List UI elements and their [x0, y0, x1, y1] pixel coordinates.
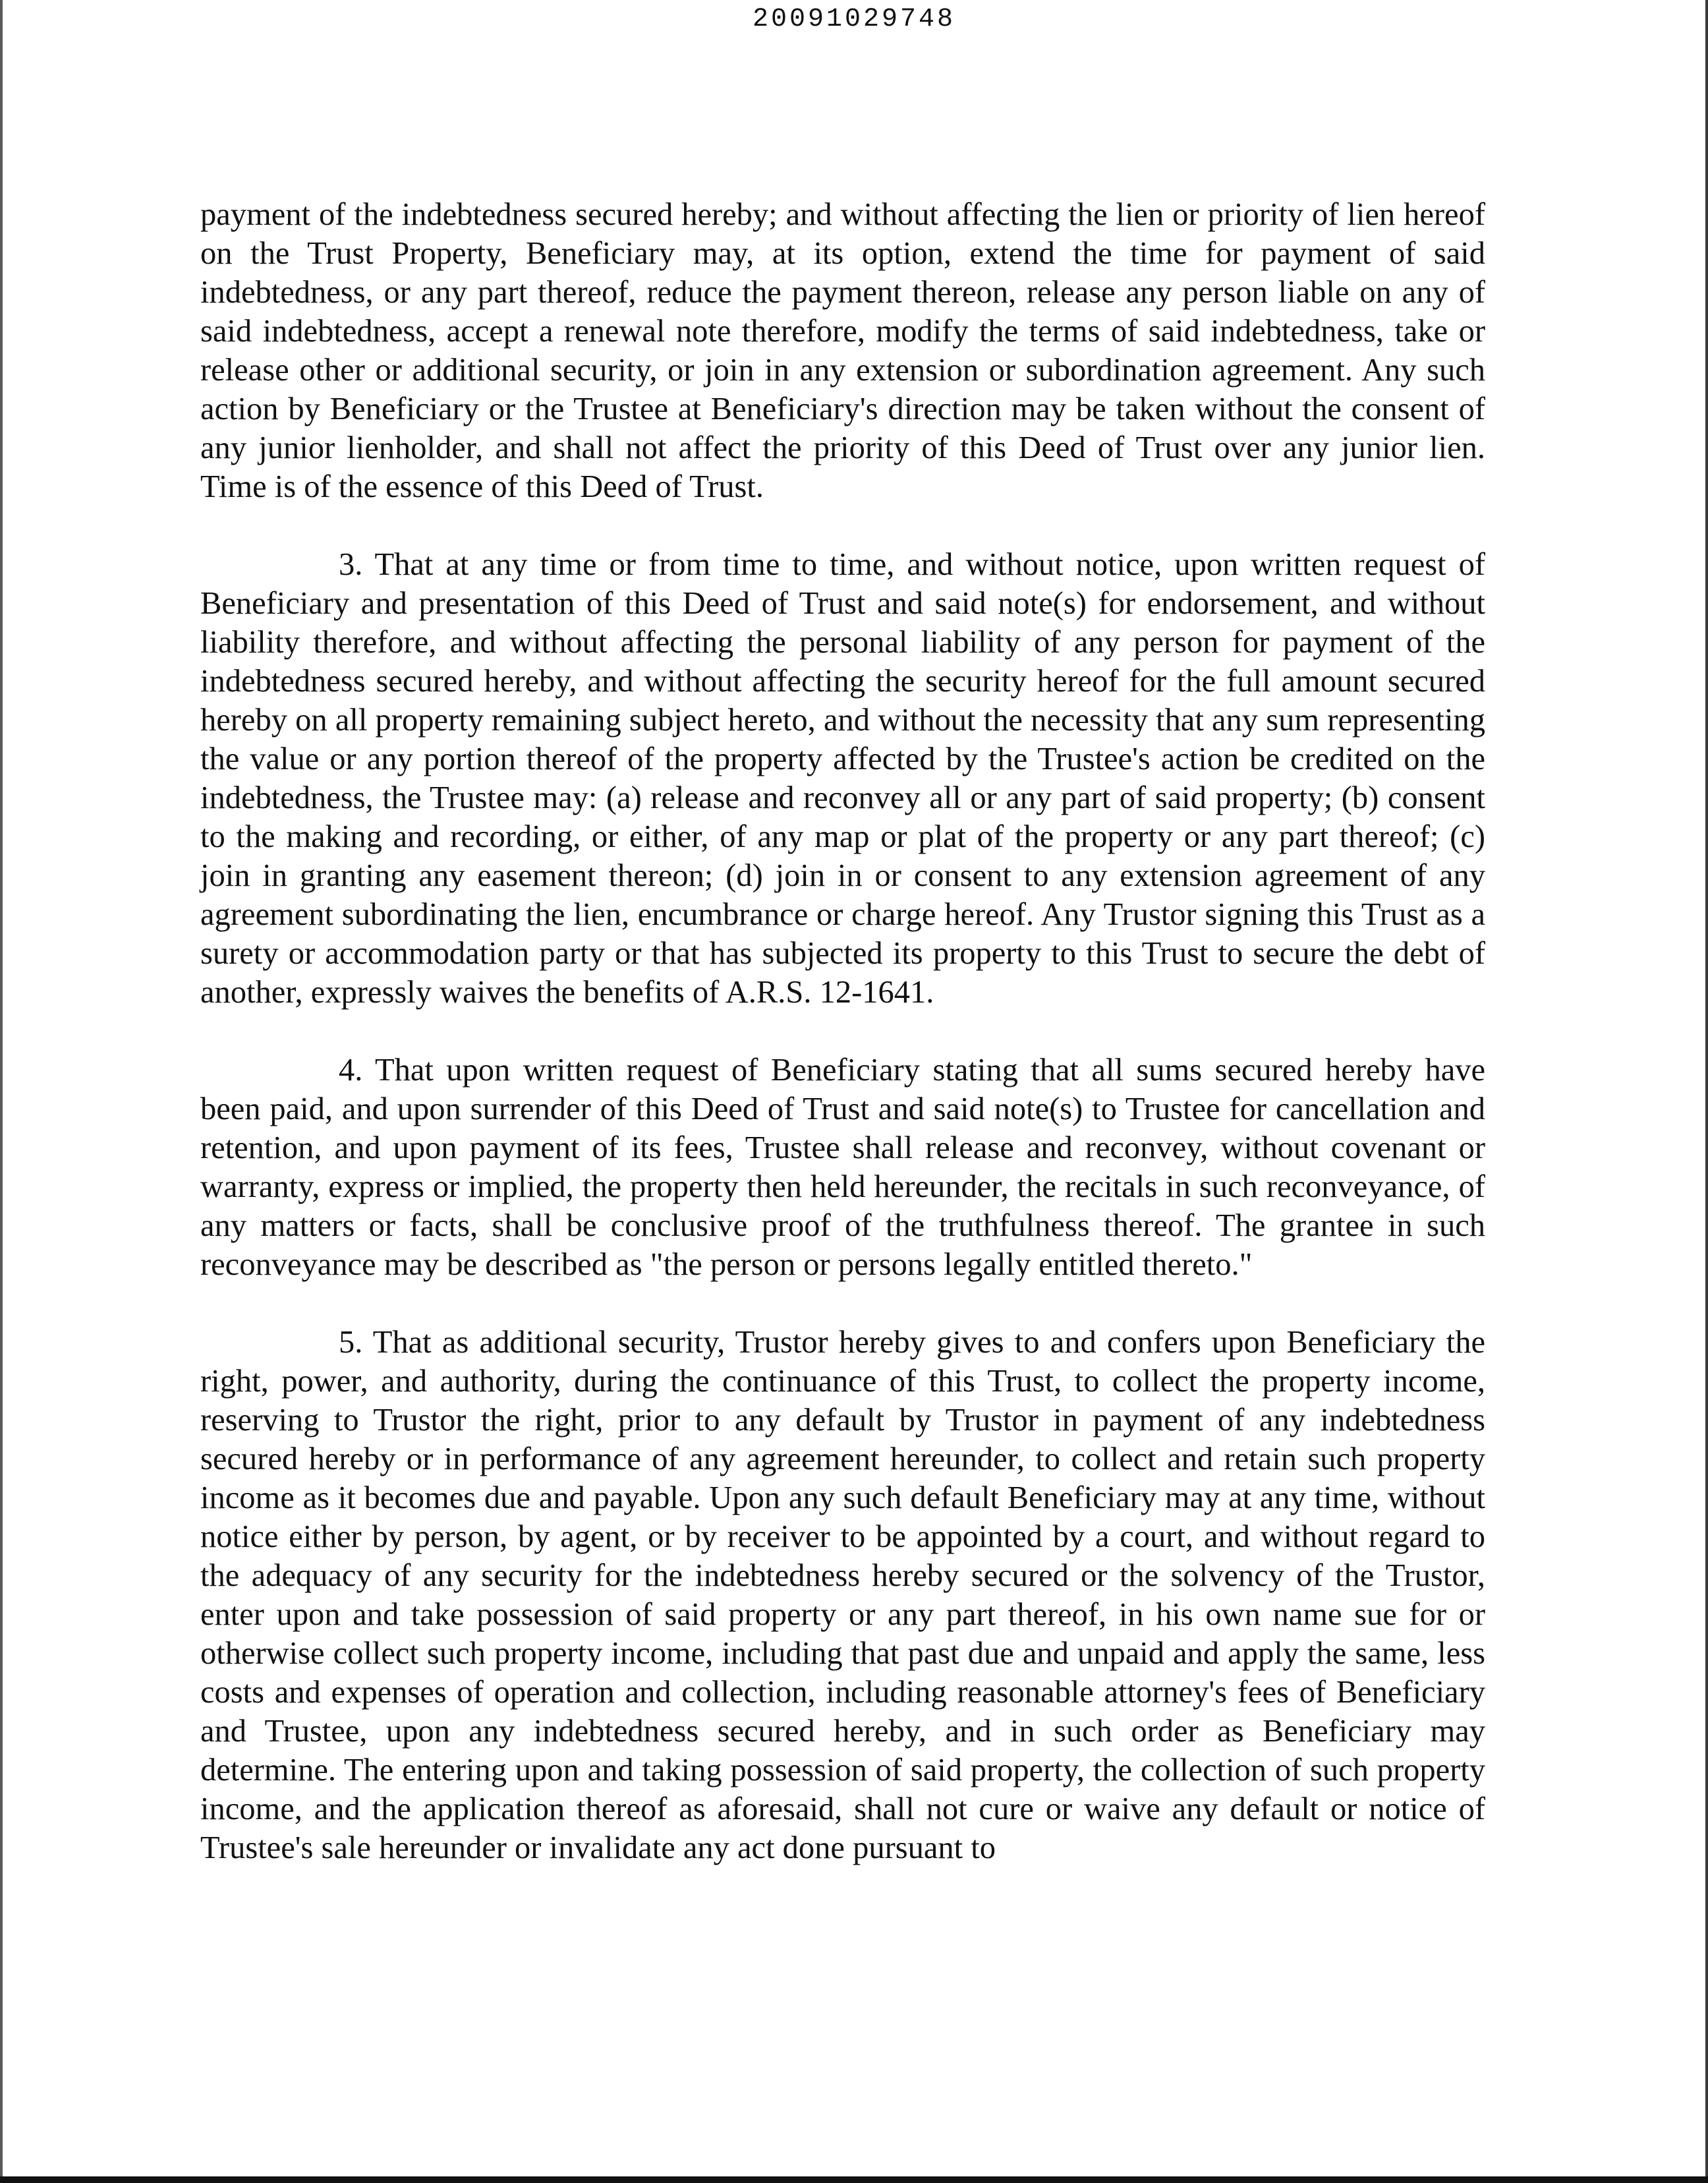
paragraph-4: 4. That upon written request of Beneficiary stating that all sums secured hereby have been paid, and upon surrender of this Deed of Trust and said note(s) to Trustee for cancellation and retention, and upon payment of its fees, Trustee shall release and reconvey, without covenant or warranty, express or implied, the property then held hereunder, the recitals in such reconveyance, of any matters or facts, shall be conclusive proof of the truthfulness thereof. The grantee in such reconveyance may be described as "the person or persons legally entitled thereto.": [200, 1053, 1485, 1282]
document-body: [200, 195, 1485, 1867]
scan-left-border: [0, 0, 3, 2183]
scan-right-border: [1705, 0, 1708, 2183]
paragraph-3: 3. That at any time or from time to time, and without notice, upon written request of Beneficiary and presentation of this Deed of Trust and said note(s) for endorsement, and without liability therefore, and without affecting the personal liability of any person for payment of the indebtedness secured hereby, and without affecting the security hereof for the full amount secured hereby on all property remaining subject hereto, and without the necessity that any sum representing the value or any portion thereof of the property affected by the Trustee's action be credited on the indebtedness, the Trustee may: (a) release and reconvey all or any part of said property; (b) consent to the making and recording, or either, of any map or plat of the property or any part thereof; (c) join in granting any easement thereon; (d) join in or consent to any extension agreement of any agreement subordinating the lien, encumbrance or charge hereof. Any Trustor signing this Trust as a surety or accommodation party or that has subjected its property to this Trust to secure the debt of another, expressly waives the benefits of A.R.S. 12-1641.: [200, 547, 1485, 1010]
paragraph-5: 5. That as additional security, Trustor hereby gives to and confers upon Beneficiary the right, power, and authority, during the continuance of this Trust, to collect the property income, reserving to Trustor the right, prior to any default by Trustor in payment of any indebtedness secured hereby or in performance of any agreement hereunder, to collect and retain such property income as it becomes due and payable. Upon any such default Beneficiary may at any time, without notice either by person, by agent, or by receiver to be appointed by a court, and without regard to the adequacy of any security for the indebtedness hereby secured or the solvency of the Trustor, enter upon and take possession of said property or any part thereof, in his own name sue for or otherwise collect such property income, including that past due and unpaid and apply the same, less costs and expenses of operation and collection, including reasonable attorney's fees of Beneficiary and Trustee, upon any indebtedness secured hereby, and in such order as Beneficiary may determine. The entering upon and taking possession of said property, the collection of such property income, and the application thereof as aforesaid, shall not cure or waive any default or notice of Trustee's sale hereunder or invalidate any act done pursuant to: [200, 1325, 1485, 1865]
paragraph-continuation: payment of the indebtedness secured hereby; and without affecting the lien or priority of lien hereof on the Trust Property, Beneficiary may, at its option, extend the time for payment of said indebtedness, or any part thereof, reduce the payment thereon, release any person liable on any of said indebtedness, accept a renewal note therefore, modify the terms of said indebtedness, take or release other or additional security, or join in any extension or subordination agreement. Any such action by Beneficiary or the Trustee at Beneficiary's direction may be taken without the consent of any junior lienholder, and shall not affect the priority of this Deed of Trust over any junior lien. Time is of the essence of this Deed of Trust.: [200, 197, 1485, 504]
scan-bottom-border: [0, 2176, 1708, 2183]
recording-number: 20091029748: [752, 5, 956, 34]
